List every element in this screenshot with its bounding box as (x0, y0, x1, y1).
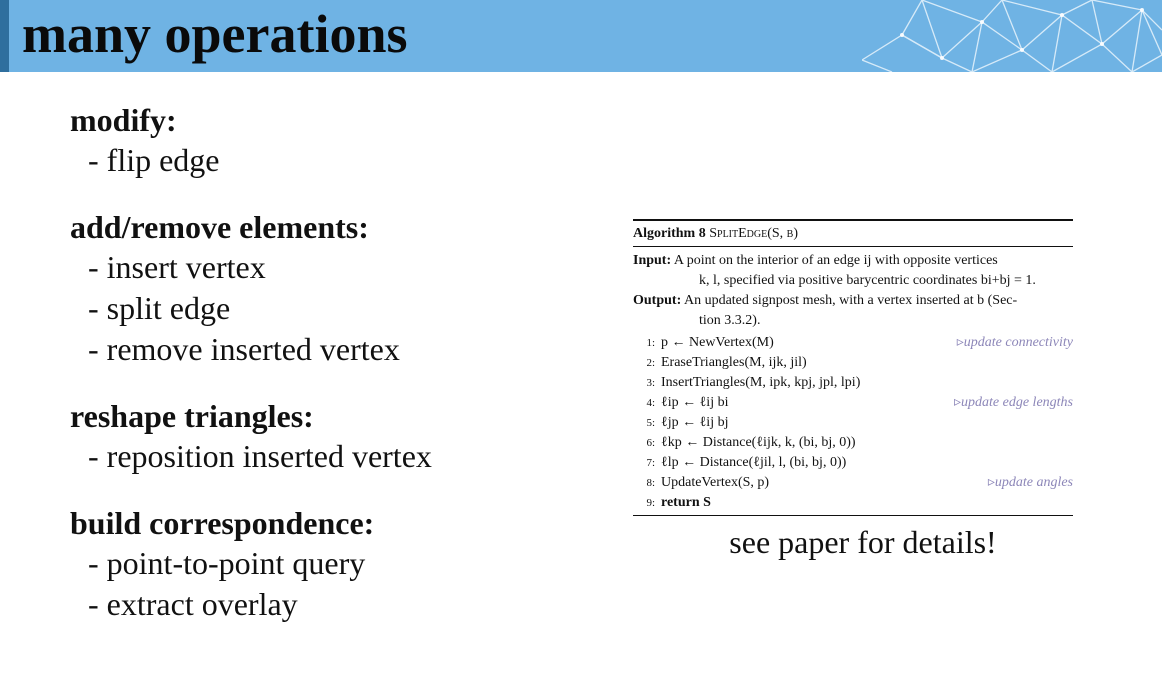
algorithm-step (633, 433, 1073, 453)
step-number: 4: (646, 397, 655, 409)
list-item: - point-to-point query (88, 545, 366, 581)
input-line-1: A point on the interior of an edge ij with opposite vertices (673, 253, 998, 268)
list-item: - split edge (88, 290, 231, 326)
slide-header (0, 0, 1162, 72)
details-note: see paper for details! (729, 524, 997, 560)
slide-title: many operations (22, 4, 408, 64)
step-number: 9: (646, 497, 655, 509)
step-code: InsertTriangles(M, ipk, kpj, jpl, lpi) (661, 375, 861, 390)
step-number: 3: (646, 377, 655, 389)
section-reshape-triangles (70, 396, 590, 477)
algorithm-output (633, 291, 1073, 331)
step-code: UpdateVertex(S, p) (661, 475, 770, 490)
output-line-2: tion 3.3.2). (699, 313, 761, 328)
algorithm-step (633, 473, 1073, 493)
section-heading: modify: (70, 102, 177, 138)
algorithm-steps (633, 333, 1073, 515)
header-accent-bar (0, 0, 9, 72)
algorithm-box (633, 219, 1073, 516)
operations-outline (70, 100, 590, 651)
list-item: - reposition inserted vertex (88, 438, 432, 474)
section-build-correspondence (70, 503, 590, 625)
step-number: 5: (646, 417, 655, 429)
input-label: Input: (633, 253, 672, 268)
algorithm-caption (633, 221, 1073, 246)
list-item: - extract overlay (88, 586, 298, 622)
algorithm-name: SplitEdge(S, b) (709, 226, 798, 241)
algorithm-step (633, 373, 1073, 393)
list-item: - flip edge (88, 142, 220, 178)
algorithm-step (633, 493, 1073, 513)
section-add-remove-elements (70, 207, 590, 370)
step-code: ℓip ← ℓij bi (661, 395, 729, 410)
output-line-1: An updated signpost mesh, with a vertex inserted at b (Sec- (683, 293, 1018, 308)
step-comment: ▹update angles (987, 475, 1073, 490)
list-item: - insert vertex (88, 249, 266, 285)
algorithm-input (633, 247, 1073, 291)
step-code: ℓkp ← Distance(ℓijk, k, (bi, bj, 0)) (661, 435, 856, 450)
algorithm-step (633, 353, 1073, 373)
section-heading: reshape triangles: (70, 398, 314, 434)
step-code: EraseTriangles(M, ijk, jil) (661, 355, 807, 370)
step-number: 7: (646, 457, 655, 469)
algorithm-step (633, 333, 1073, 353)
triangle-mesh-decoration-icon (862, 0, 1162, 72)
step-number: 8: (646, 477, 655, 489)
bottom-rule (633, 515, 1073, 516)
section-modify (70, 100, 590, 181)
step-comment: ▹update edge lengths (954, 395, 1073, 410)
step-code: p ← NewVertex(M) (661, 335, 774, 350)
step-number: 1: (646, 337, 655, 349)
algorithm-step (633, 453, 1073, 473)
list-item: - remove inserted vertex (88, 331, 400, 367)
step-code: return S (661, 495, 711, 510)
section-heading: add/remove elements: (70, 209, 369, 245)
output-label: Output: (633, 293, 682, 308)
step-comment: ▹update connectivity (956, 335, 1073, 350)
algorithm-step (633, 413, 1073, 433)
step-number: 6: (646, 437, 655, 449)
section-heading: build correspondence: (70, 505, 375, 541)
step-code: ℓlp ← Distance(ℓjil, l, (bi, bj, 0)) (661, 455, 847, 470)
step-code: ℓjp ← ℓij bj (661, 415, 729, 430)
step-number: 2: (646, 357, 655, 369)
input-line-2: k, l, specified via positive barycentric coordinates bi+bj = 1. (699, 273, 1036, 288)
algorithm-step (633, 393, 1073, 413)
algorithm-label: Algorithm 8 (633, 226, 706, 241)
